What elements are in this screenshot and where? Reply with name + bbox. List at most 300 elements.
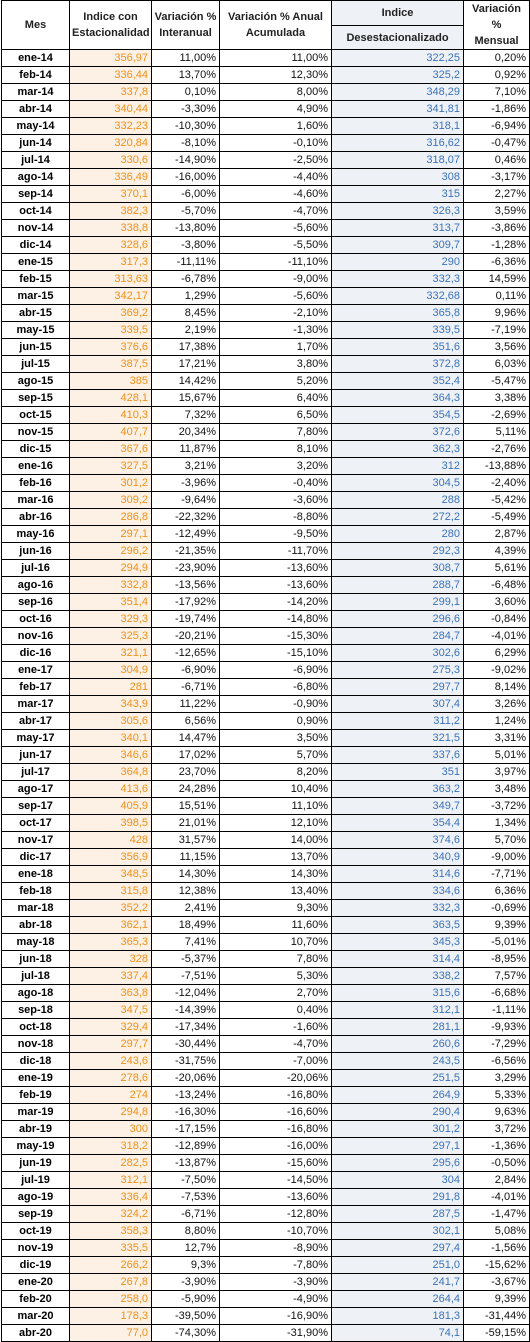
cell-indice-desestacionalizado: 290 <box>332 254 464 271</box>
cell-mes: mar-18 <box>2 900 70 917</box>
cell-variacion-anual: -4,70% <box>220 203 332 220</box>
cell-variacion-mensual: -5,47% <box>464 373 530 390</box>
table-row <box>2 543 530 560</box>
cell-mes: ago-14 <box>2 169 70 186</box>
cell-mes: jun-17 <box>2 747 70 764</box>
table-row <box>2 1172 530 1189</box>
cell-indice-desestacionalizado: 304,5 <box>332 475 464 492</box>
cell-indice-desestacionalizado: 264,9 <box>332 1087 464 1104</box>
cell-variacion-interanual: -13,56% <box>152 577 220 594</box>
cell-variacion-interanual: 6,56% <box>152 713 220 730</box>
cell-mes: jun-19 <box>2 1155 70 1172</box>
header-indice: Indice <box>332 1 464 26</box>
cell-indice-desestacionalizado: 338,2 <box>332 968 464 985</box>
cell-indice-desestacionalizado: 332,68 <box>332 288 464 305</box>
table-row <box>2 798 530 815</box>
cell-mes: ago-17 <box>2 781 70 798</box>
cell-indice-desestacionalizado: 292,3 <box>332 543 464 560</box>
cell-variacion-mensual: 5,33% <box>464 1087 530 1104</box>
table-row <box>2 339 530 356</box>
cell-mes: sep-19 <box>2 1206 70 1223</box>
cell-indice-desestacionalizado: 351,6 <box>332 339 464 356</box>
cell-indice-desestacionalizado: 307,4 <box>332 696 464 713</box>
cell-indice-estacionalidad: 428 <box>70 832 152 849</box>
cell-variacion-mensual: 9,96% <box>464 305 530 322</box>
cell-indice-desestacionalizado: 291,8 <box>332 1189 464 1206</box>
cell-indice-estacionalidad: 363,8 <box>70 985 152 1002</box>
cell-variacion-anual: -2,50% <box>220 152 332 169</box>
cell-mes: ene-17 <box>2 662 70 679</box>
cell-variacion-mensual: 6,03% <box>464 356 530 373</box>
cell-variacion-interanual: -7,50% <box>152 1172 220 1189</box>
cell-variacion-interanual: 11,00% <box>152 50 220 67</box>
cell-indice-desestacionalizado: 314,6 <box>332 866 464 883</box>
cell-mes: ene-15 <box>2 254 70 271</box>
cell-indice-desestacionalizado: 351 <box>332 764 464 781</box>
cell-variacion-mensual: -9,93% <box>464 1019 530 1036</box>
cell-variacion-mensual: 0,20% <box>464 50 530 67</box>
cell-indice-estacionalidad: 327,5 <box>70 458 152 475</box>
cell-variacion-anual: 3,20% <box>220 458 332 475</box>
cell-variacion-mensual: -0,84% <box>464 611 530 628</box>
cell-indice-desestacionalizado: 251,5 <box>332 1070 464 1087</box>
cell-variacion-interanual: -20,21% <box>152 628 220 645</box>
cell-indice-desestacionalizado: 318,07 <box>332 152 464 169</box>
cell-variacion-mensual: 3,56% <box>464 339 530 356</box>
cell-indice-estacionalidad: 405,9 <box>70 798 152 815</box>
cell-indice-estacionalidad: 340,44 <box>70 101 152 118</box>
cell-indice-estacionalidad: 243,6 <box>70 1053 152 1070</box>
cell-variacion-anual: -4,70% <box>220 1036 332 1053</box>
cell-indice-estacionalidad: 336,49 <box>70 169 152 186</box>
cell-variacion-mensual: 1,34% <box>464 815 530 832</box>
cell-indice-estacionalidad: 410,3 <box>70 407 152 424</box>
cell-indice-desestacionalizado: 341,81 <box>332 101 464 118</box>
table-row <box>2 186 530 203</box>
cell-variacion-mensual: -9,02% <box>464 662 530 679</box>
cell-variacion-mensual: 3,38% <box>464 390 530 407</box>
cell-mes: jul-15 <box>2 356 70 373</box>
cell-indice-desestacionalizado: 352,4 <box>332 373 464 390</box>
cell-indice-estacionalidad: 278,6 <box>70 1070 152 1087</box>
cell-indice-estacionalidad: 328,6 <box>70 237 152 254</box>
cell-variacion-anual: -11,10% <box>220 254 332 271</box>
table-row <box>2 1002 530 1019</box>
cell-variacion-interanual: 15,51% <box>152 798 220 815</box>
table-row <box>2 1206 530 1223</box>
cell-variacion-anual: -15,10% <box>220 645 332 662</box>
cell-variacion-interanual: 8,80% <box>152 1223 220 1240</box>
cell-variacion-interanual: 13,70% <box>152 67 220 84</box>
cell-mes: jul-14 <box>2 152 70 169</box>
cell-variacion-mensual: -6,94% <box>464 118 530 135</box>
cell-mes: may-16 <box>2 526 70 543</box>
cell-variacion-anual: 14,00% <box>220 832 332 849</box>
cell-variacion-anual: -0,10% <box>220 135 332 152</box>
table-row <box>2 1138 530 1155</box>
table-row <box>2 1104 530 1121</box>
cell-variacion-mensual: -59,15% <box>464 1325 530 1342</box>
cell-variacion-mensual: 3,26% <box>464 696 530 713</box>
cell-indice-desestacionalizado: 315 <box>332 186 464 203</box>
cell-indice-estacionalidad: 329,4 <box>70 1019 152 1036</box>
cell-mes: oct-15 <box>2 407 70 424</box>
cell-variacion-interanual: -6,00% <box>152 186 220 203</box>
cell-indice-estacionalidad: 346,6 <box>70 747 152 764</box>
cell-indice-estacionalidad: 340,1 <box>70 730 152 747</box>
table-row <box>2 679 530 696</box>
cell-mes: feb-14 <box>2 67 70 84</box>
table-row <box>2 1308 530 1325</box>
table-row <box>2 509 530 526</box>
cell-indice-desestacionalizado: 322,25 <box>332 50 464 67</box>
cell-variacion-mensual: 5,08% <box>464 1223 530 1240</box>
cell-indice-desestacionalizado: 275,3 <box>332 662 464 679</box>
table-row <box>2 288 530 305</box>
cell-variacion-interanual: -13,80% <box>152 220 220 237</box>
cell-variacion-interanual: 18,49% <box>152 917 220 934</box>
table-row <box>2 492 530 509</box>
table-row <box>2 373 530 390</box>
cell-variacion-anual: -3,90% <box>220 1274 332 1291</box>
table-row <box>2 1087 530 1104</box>
cell-indice-desestacionalizado: 314,4 <box>332 951 464 968</box>
cell-variacion-interanual: -7,53% <box>152 1189 220 1206</box>
cell-mes: dic-18 <box>2 1053 70 1070</box>
cell-mes: may-15 <box>2 322 70 339</box>
table-row <box>2 611 530 628</box>
cell-variacion-interanual: -11,11% <box>152 254 220 271</box>
cell-variacion-anual: -6,80% <box>220 679 332 696</box>
header-variacion-interanual: Variación % Interanual <box>152 1 220 50</box>
cell-variacion-interanual: -74,30% <box>152 1325 220 1342</box>
header-variacion-anual-acumulada: Variación % Anual Acumulada <box>220 1 332 50</box>
cell-variacion-mensual: 7,10% <box>464 84 530 101</box>
cell-variacion-mensual: 9,63% <box>464 1104 530 1121</box>
cell-indice-estacionalidad: 77,0 <box>70 1325 152 1342</box>
cell-mes: jul-19 <box>2 1172 70 1189</box>
cell-mes: abr-14 <box>2 101 70 118</box>
cell-variacion-mensual: -8,95% <box>464 951 530 968</box>
cell-variacion-mensual: 5,61% <box>464 560 530 577</box>
table-header <box>2 1 530 50</box>
table-row <box>2 764 530 781</box>
cell-variacion-interanual: -17,92% <box>152 594 220 611</box>
cell-variacion-anual: -8,80% <box>220 509 332 526</box>
cell-variacion-interanual: 9,3% <box>152 1257 220 1274</box>
table-row <box>2 475 530 492</box>
header-indice-estacionalidad: Indice con Estacionalidad <box>70 1 152 50</box>
table-row <box>2 67 530 84</box>
cell-mes: ene-18 <box>2 866 70 883</box>
cell-variacion-mensual: 9,39% <box>464 917 530 934</box>
cell-mes: mar-19 <box>2 1104 70 1121</box>
cell-indice-estacionalidad: 328 <box>70 951 152 968</box>
cell-variacion-interanual: -22,32% <box>152 509 220 526</box>
cell-mes: ago-19 <box>2 1189 70 1206</box>
table-row <box>2 424 530 441</box>
cell-variacion-anual: -9,50% <box>220 526 332 543</box>
cell-variacion-interanual: -12,49% <box>152 526 220 543</box>
cell-variacion-interanual: -14,39% <box>152 1002 220 1019</box>
cell-variacion-anual: -14,50% <box>220 1172 332 1189</box>
table-row <box>2 390 530 407</box>
cell-indice-estacionalidad: 286,8 <box>70 509 152 526</box>
cell-variacion-mensual: -31,44% <box>464 1308 530 1325</box>
cell-variacion-interanual: -6,78% <box>152 271 220 288</box>
cell-indice-estacionalidad: 294,8 <box>70 1104 152 1121</box>
cell-indice-estacionalidad: 339,5 <box>70 322 152 339</box>
table-row <box>2 1274 530 1291</box>
cell-indice-desestacionalizado: 288 <box>332 492 464 509</box>
table-row <box>2 1036 530 1053</box>
cell-indice-estacionalidad: 324,2 <box>70 1206 152 1223</box>
cell-variacion-anual: -13,60% <box>220 577 332 594</box>
cell-mes: dic-17 <box>2 849 70 866</box>
cell-mes: jul-18 <box>2 968 70 985</box>
table-row <box>2 169 530 186</box>
cell-mes: mar-15 <box>2 288 70 305</box>
cell-variacion-anual: -7,80% <box>220 1257 332 1274</box>
cell-indice-desestacionalizado: 308,7 <box>332 560 464 577</box>
cell-indice-desestacionalizado: 339,5 <box>332 322 464 339</box>
table-row <box>2 237 530 254</box>
table-row <box>2 101 530 118</box>
cell-variacion-anual: 11,00% <box>220 50 332 67</box>
cell-indice-desestacionalizado: 297,7 <box>332 679 464 696</box>
cell-indice-desestacionalizado: 348,29 <box>332 84 464 101</box>
table-row <box>2 917 530 934</box>
cell-indice-desestacionalizado: 337,6 <box>332 747 464 764</box>
cell-indice-desestacionalizado: 284,7 <box>332 628 464 645</box>
cell-mes: abr-20 <box>2 1325 70 1342</box>
cell-variacion-mensual: 5,11% <box>464 424 530 441</box>
header-variacion-mensual: Variación % Mensual <box>464 1 530 50</box>
cell-variacion-interanual: 14,42% <box>152 373 220 390</box>
cell-variacion-anual: 2,70% <box>220 985 332 1002</box>
cell-mes: jun-18 <box>2 951 70 968</box>
cell-variacion-interanual: 11,87% <box>152 441 220 458</box>
cell-indice-desestacionalizado: 251,0 <box>332 1257 464 1274</box>
table-row <box>2 900 530 917</box>
table-row <box>2 628 530 645</box>
cell-variacion-anual: -15,60% <box>220 1155 332 1172</box>
cell-variacion-anual: -3,60% <box>220 492 332 509</box>
cell-variacion-interanual: -14,90% <box>152 152 220 169</box>
cell-indice-desestacionalizado: 349,7 <box>332 798 464 815</box>
cell-variacion-anual: -7,00% <box>220 1053 332 1070</box>
cell-variacion-mensual: -0,50% <box>464 1155 530 1172</box>
cell-variacion-mensual: -6,48% <box>464 577 530 594</box>
cell-variacion-anual: 4,90% <box>220 101 332 118</box>
cell-variacion-interanual: -31,75% <box>152 1053 220 1070</box>
cell-indice-desestacionalizado: 296,6 <box>332 611 464 628</box>
cell-variacion-anual: 8,00% <box>220 84 332 101</box>
cell-variacion-mensual: -7,19% <box>464 322 530 339</box>
cell-variacion-anual: -1,60% <box>220 1019 332 1036</box>
cell-variacion-interanual: -7,51% <box>152 968 220 985</box>
cell-mes: nov-14 <box>2 220 70 237</box>
cell-variacion-interanual: 12,38% <box>152 883 220 900</box>
cell-variacion-mensual: 3,97% <box>464 764 530 781</box>
cell-indice-desestacionalizado: 241,7 <box>332 1274 464 1291</box>
cell-variacion-mensual: -0,69% <box>464 900 530 917</box>
cell-indice-desestacionalizado: 316,62 <box>332 135 464 152</box>
cell-mes: oct-14 <box>2 203 70 220</box>
data-table <box>1 0 530 1342</box>
cell-variacion-mensual: -15,62% <box>464 1257 530 1274</box>
cell-indice-estacionalidad: 356,9 <box>70 849 152 866</box>
cell-indice-desestacionalizado: 297,1 <box>332 1138 464 1155</box>
cell-indice-estacionalidad: 365,3 <box>70 934 152 951</box>
cell-variacion-mensual: -1,56% <box>464 1240 530 1257</box>
cell-mes: abr-19 <box>2 1121 70 1138</box>
cell-indice-desestacionalizado: 302,1 <box>332 1223 464 1240</box>
cell-variacion-mensual: -9,00% <box>464 849 530 866</box>
table-row <box>2 985 530 1002</box>
cell-variacion-interanual: -13,24% <box>152 1087 220 1104</box>
cell-variacion-anual: -9,00% <box>220 271 332 288</box>
cell-mes: oct-18 <box>2 1019 70 1036</box>
cell-variacion-mensual: -13,88% <box>464 458 530 475</box>
cell-variacion-mensual: 0,11% <box>464 288 530 305</box>
cell-indice-desestacionalizado: 308 <box>332 169 464 186</box>
cell-indice-estacionalidad: 178,3 <box>70 1308 152 1325</box>
cell-indice-desestacionalizado: 304 <box>332 1172 464 1189</box>
table-row <box>2 356 530 373</box>
table-row <box>2 1070 530 1087</box>
cell-mes: mar-16 <box>2 492 70 509</box>
cell-indice-estacionalidad: 387,5 <box>70 356 152 373</box>
cell-variacion-anual: 0,90% <box>220 713 332 730</box>
cell-variacion-anual: 11,10% <box>220 798 332 815</box>
cell-variacion-mensual: 3,29% <box>464 1070 530 1087</box>
cell-variacion-mensual: 2,87% <box>464 526 530 543</box>
cell-indice-estacionalidad: 332,8 <box>70 577 152 594</box>
table-row <box>2 951 530 968</box>
cell-variacion-interanual: 17,38% <box>152 339 220 356</box>
cell-mes: nov-16 <box>2 628 70 645</box>
cell-variacion-anual: -0,40% <box>220 475 332 492</box>
table-row <box>2 1257 530 1274</box>
cell-mes: nov-19 <box>2 1240 70 1257</box>
table-row <box>2 781 530 798</box>
cell-indice-estacionalidad: 376,6 <box>70 339 152 356</box>
cell-variacion-anual: 8,20% <box>220 764 332 781</box>
table-body <box>2 50 530 1342</box>
table-row <box>2 662 530 679</box>
cell-variacion-interanual: 2,41% <box>152 900 220 917</box>
table-row <box>2 220 530 237</box>
cell-variacion-anual: 0,40% <box>220 1002 332 1019</box>
cell-indice-estacionalidad: 301,2 <box>70 475 152 492</box>
cell-variacion-anual: -6,90% <box>220 662 332 679</box>
cell-indice-desestacionalizado: 301,2 <box>332 1121 464 1138</box>
cell-variacion-interanual: -19,74% <box>152 611 220 628</box>
cell-mes: abr-15 <box>2 305 70 322</box>
cell-indice-desestacionalizado: 302,6 <box>332 645 464 662</box>
cell-variacion-interanual: -3,80% <box>152 237 220 254</box>
table-row <box>2 696 530 713</box>
cell-variacion-anual: -13,60% <box>220 1189 332 1206</box>
cell-variacion-interanual: 17,21% <box>152 356 220 373</box>
cell-variacion-interanual: -20,06% <box>152 1070 220 1087</box>
cell-indice-estacionalidad: 317,3 <box>70 254 152 271</box>
cell-indice-estacionalidad: 305,6 <box>70 713 152 730</box>
cell-variacion-interanual: 8,45% <box>152 305 220 322</box>
cell-variacion-interanual: -16,30% <box>152 1104 220 1121</box>
cell-variacion-anual: -16,90% <box>220 1308 332 1325</box>
cell-variacion-mensual: -3,17% <box>464 169 530 186</box>
cell-variacion-anual: 1,70% <box>220 339 332 356</box>
cell-variacion-anual: -5,60% <box>220 288 332 305</box>
cell-indice-estacionalidad: 274 <box>70 1087 152 1104</box>
cell-indice-estacionalidad: 352,2 <box>70 900 152 917</box>
cell-mes: dic-14 <box>2 237 70 254</box>
cell-variacion-anual: -20,06% <box>220 1070 332 1087</box>
table-row <box>2 815 530 832</box>
table-row <box>2 645 530 662</box>
cell-indice-desestacionalizado: 288,7 <box>332 577 464 594</box>
cell-variacion-interanual: -3,90% <box>152 1274 220 1291</box>
table-row <box>2 883 530 900</box>
cell-indice-estacionalidad: 300 <box>70 1121 152 1138</box>
cell-indice-desestacionalizado: 281,1 <box>332 1019 464 1036</box>
cell-variacion-interanual: -12,89% <box>152 1138 220 1155</box>
cell-mes: abr-16 <box>2 509 70 526</box>
cell-variacion-interanual: -6,90% <box>152 662 220 679</box>
cell-variacion-interanual: 11,22% <box>152 696 220 713</box>
table-row <box>2 203 530 220</box>
cell-mes: jun-16 <box>2 543 70 560</box>
cell-indice-desestacionalizado: 345,3 <box>332 934 464 951</box>
cell-mes: dic-16 <box>2 645 70 662</box>
cell-variacion-anual: -0,90% <box>220 696 332 713</box>
cell-indice-estacionalidad: 258,0 <box>70 1291 152 1308</box>
cell-variacion-mensual: -1,36% <box>464 1138 530 1155</box>
cell-indice-desestacionalizado: 315,6 <box>332 985 464 1002</box>
cell-variacion-mensual: -5,49% <box>464 509 530 526</box>
cell-indice-desestacionalizado: 365,8 <box>332 305 464 322</box>
cell-mes: jul-16 <box>2 560 70 577</box>
table-row <box>2 50 530 67</box>
cell-variacion-anual: -16,60% <box>220 1104 332 1121</box>
cell-indice-estacionalidad: 321,1 <box>70 645 152 662</box>
cell-variacion-mensual: -2,76% <box>464 441 530 458</box>
cell-variacion-interanual: 17,02% <box>152 747 220 764</box>
cell-mes: sep-16 <box>2 594 70 611</box>
cell-mes: oct-16 <box>2 611 70 628</box>
header-desestacionalizado: Desestacionalizado <box>332 26 464 50</box>
cell-indice-estacionalidad: 347,5 <box>70 1002 152 1019</box>
cell-variacion-mensual: -2,69% <box>464 407 530 424</box>
cell-variacion-anual: -4,60% <box>220 186 332 203</box>
cell-variacion-interanual: 23,70% <box>152 764 220 781</box>
cell-variacion-anual: -15,30% <box>220 628 332 645</box>
cell-variacion-anual: 1,60% <box>220 118 332 135</box>
cell-indice-estacionalidad: 309,2 <box>70 492 152 509</box>
cell-variacion-anual: -4,90% <box>220 1291 332 1308</box>
table-row <box>2 747 530 764</box>
cell-variacion-interanual: 12,7% <box>152 1240 220 1257</box>
cell-variacion-mensual: -6,56% <box>464 1053 530 1070</box>
cell-variacion-anual: 13,70% <box>220 849 332 866</box>
cell-mes: ene-20 <box>2 1274 70 1291</box>
cell-variacion-anual: 6,40% <box>220 390 332 407</box>
cell-indice-desestacionalizado: 297,4 <box>332 1240 464 1257</box>
cell-variacion-anual: 5,30% <box>220 968 332 985</box>
cell-indice-estacionalidad: 329,3 <box>70 611 152 628</box>
